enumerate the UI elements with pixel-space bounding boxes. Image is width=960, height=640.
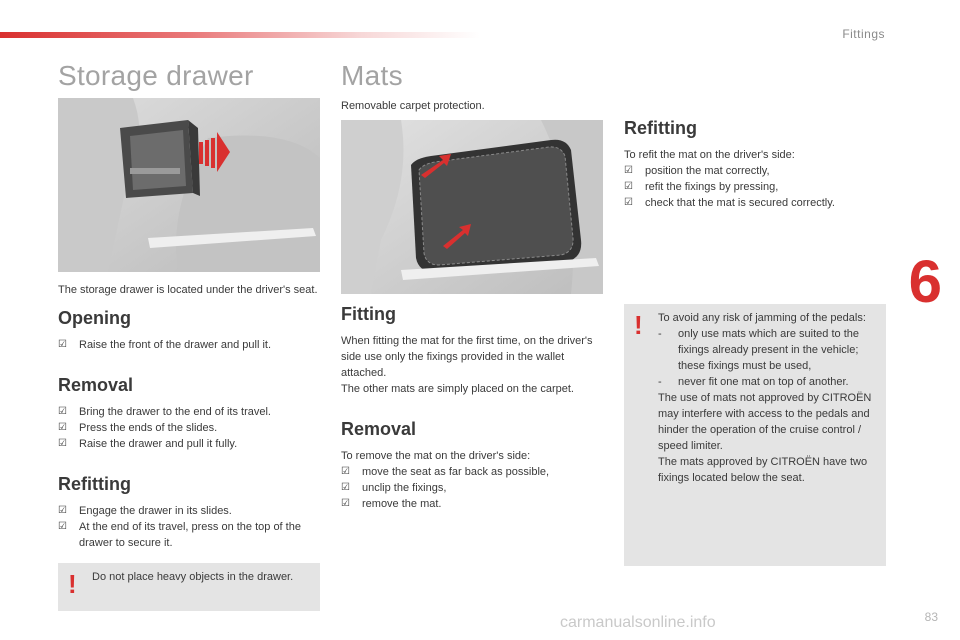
watermark: carmanualsonline.info: [560, 614, 716, 631]
list-item: ☑ Press the ends of the slides.: [58, 422, 218, 434]
storage-drawer-title: Storage drawer: [58, 60, 254, 91]
page-number: 83: [924, 610, 938, 624]
list-item: ☑ Raise the front of the drawer and pull it.: [58, 339, 271, 351]
header-color-bar: [0, 32, 480, 38]
list-item: ☑ refit the fixings by pressing,: [624, 181, 779, 193]
list-item: - never fit one mat on top of another.: [658, 376, 849, 388]
mats-title: Mats: [341, 60, 403, 91]
warning-icon: !: [68, 569, 77, 599]
mats-photo: [341, 120, 603, 294]
mats-warning-text-2: The mats approved by CITROËN have two fixings located below the seat.: [658, 456, 868, 484]
chapter-number: 6: [908, 248, 942, 315]
checkbox-bullet-icon: ☑: [341, 482, 350, 493]
fitting-text-1: When fitting the mat for the first time, on the driver's side use only the fixings provided in the wallet attached.: [341, 335, 593, 379]
mats-warning-text-1: The use of mats not approved by CITROËN may interfere with access to the pedals and hinder the operation of the cruise control / speed limiter.: [658, 392, 872, 452]
list-item: ☑ move the seat as far back as possible,: [341, 466, 550, 478]
mats-removal-lead: To remove the mat on the driver's side:: [341, 450, 531, 462]
mats-warning-box: [624, 304, 886, 566]
list-item: ☑ Engage the drawer in its slides.: [58, 505, 232, 517]
checkbox-bullet-icon: ☑: [58, 422, 67, 433]
checkbox-bullet-icon: ☑: [624, 165, 633, 176]
list-item: ☑ At the end of its travel, press on the top of the drawer to secure it.: [58, 521, 301, 549]
checkbox-bullet-icon: ☑: [58, 521, 67, 532]
removal-heading: Removal: [58, 375, 134, 395]
checkbox-bullet-icon: ☑: [58, 339, 67, 350]
warning-icon: !: [634, 310, 643, 340]
list-item: ☑ Bring the drawer to the end of its travel.: [58, 406, 271, 418]
list-item: ☑ unclip the fixings,: [341, 482, 447, 494]
checkbox-bullet-icon: ☑: [624, 197, 633, 208]
mats-refitting-lead: To refit the mat on the driver's side:: [624, 149, 795, 161]
storage-drawer-photo: [58, 98, 320, 272]
checkbox-bullet-icon: ☑: [58, 438, 67, 449]
section-title: Fittings: [842, 27, 885, 41]
checkbox-bullet-icon: ☑: [341, 466, 350, 477]
refitting-heading: Refitting: [58, 474, 131, 494]
storage-warning-text: Do not place heavy objects in the drawer.: [92, 571, 294, 583]
fitting-text-2: The other mats are simply placed on the carpet.: [341, 383, 574, 395]
list-item: ☑ remove the mat.: [341, 498, 442, 510]
checkbox-bullet-icon: ☑: [624, 181, 633, 192]
list-item: - only use mats which are suited to the fixings already present in the vehicle; these fixings must be used,: [658, 328, 859, 372]
mats-removal-heading: Removal: [341, 419, 417, 439]
mats-column: [341, 60, 603, 512]
storage-drawer-column: [58, 60, 320, 611]
checkbox-bullet-icon: ☑: [341, 498, 350, 509]
mats-intro: Removable carpet protection.: [341, 100, 485, 112]
mats-refitting-column: [624, 112, 886, 484]
mats-warning-lead: To avoid any risk of jamming of the pedals:: [658, 312, 866, 324]
storage-warning-box: [58, 563, 320, 611]
fitting-heading: Fitting: [341, 304, 396, 324]
list-item: ☑ Raise the drawer and pull it fully.: [58, 438, 238, 450]
checkbox-bullet-icon: ☑: [58, 406, 67, 417]
list-item: ☑ check that the mat is secured correctly.: [624, 197, 835, 209]
mats-refitting-heading: Refitting: [624, 118, 697, 138]
checkbox-bullet-icon: ☑: [58, 505, 67, 516]
opening-heading: Opening: [58, 308, 131, 328]
storage-drawer-intro: The storage drawer is located under the driver's seat.: [58, 284, 318, 296]
list-item: ☑ position the mat correctly,: [624, 165, 770, 177]
